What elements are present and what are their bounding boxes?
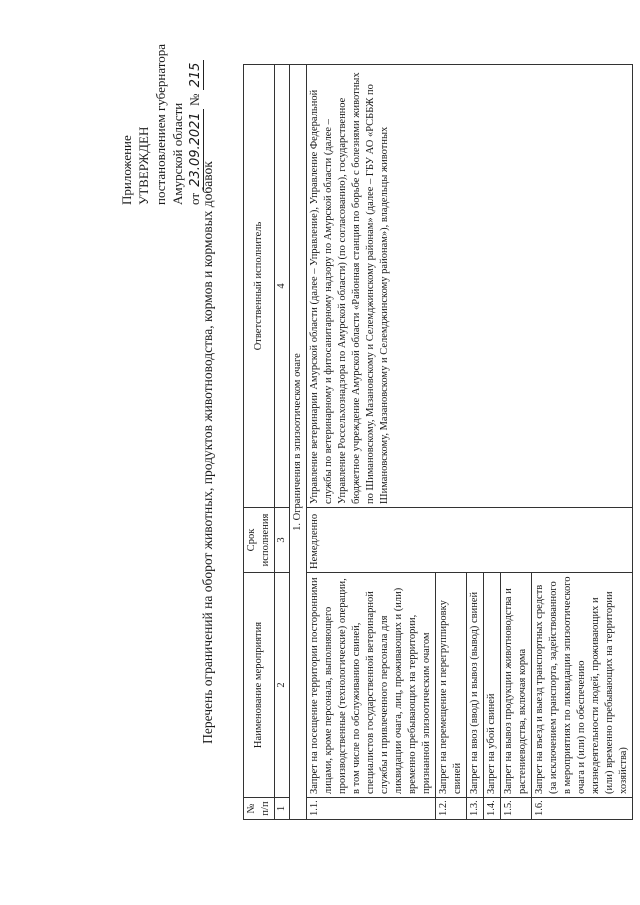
approval-stamp <box>118 44 204 205</box>
appendix-label: Приложение <box>119 135 134 205</box>
column-number-row <box>275 65 290 820</box>
region-label: Амурской области <box>170 102 185 205</box>
row-measure: Запрет на вывоз продукции животноводства и растениеводства, включая корма <box>501 573 532 798</box>
restrictions-table <box>243 64 633 820</box>
column-number: 3 <box>275 508 290 573</box>
section-title: 1. Ограничения в эпизоотическом очаге <box>290 65 307 820</box>
row-measure: Запрет на ввоз (ввод) и вывоз (вывод) свиней <box>467 573 484 798</box>
row-number: 1.6. <box>532 798 633 820</box>
date-prefix: от <box>187 192 202 205</box>
header-executor: Ответственный исполнитель <box>244 65 275 508</box>
row-measure: Запрет на перемещение и перегруппировку свиней <box>436 573 467 798</box>
row-number: 1.5. <box>501 798 532 820</box>
header-term: Срок исполнения <box>244 508 275 573</box>
row-measure: Запрет на посещение территории посторонними лицами, кроме персонала, выполняющего производственные (технологические) операции, в том числе по обслуживанию свиней, специалистов государственной ветеринарной службы и привлеченного персонала для ликвидации очага, лиц, проживающих и (или) временно пребывающих на территории, признанной эпизоотическим очагом <box>307 573 436 798</box>
column-number: 4 <box>275 65 290 508</box>
column-number: 1 <box>275 798 290 820</box>
column-number: 2 <box>275 573 290 798</box>
table-header-row <box>244 65 275 820</box>
table-row <box>307 65 436 820</box>
document-title: Перечень ограничений на оборот животных, продуктов животноводства, кормов и кормовых добавок <box>200 161 215 744</box>
row-number: 1.1. <box>307 798 436 820</box>
row-number: 1.4. <box>484 798 501 820</box>
row-measure: Запрет на убой свиней <box>484 573 501 798</box>
header-number: № п/п <box>244 798 275 820</box>
decree-number: 215 <box>188 60 204 91</box>
row-term: Немедленно <box>307 508 633 573</box>
row-executor: Управление ветеринарии Амурской области (далее – Управление), Управление Федеральной службы по ветеринарному и фитосанитарному надзору по Амурской области (далее – Управление Россельхознадзора по Амурской области) (по согласованию), государственное бюджетное учреждение Амурской области «Районная станция по борьбе с болезнями животных по Шимановскому, Мазановскому и Селемджинскому районам» (далее – ГБУ АО «РСББЖ по Шимановскому, Мазановскому и Селемджинскому районам»), владельцы животных <box>307 65 633 508</box>
decree-label: постановлением губернатора <box>153 43 168 205</box>
section-row <box>290 65 307 820</box>
approved-label: УТВЕРЖДЕН <box>136 126 151 205</box>
row-number: 1.2. <box>436 798 467 820</box>
row-measure: Запрет на въезд и выезд транспортных средств (за исключением транспорта, задействованного в мероприятиях по ликвидации эпизоотического очага и (или) по обеспечению жизнедеятельности людей, проживающих и (или) временно пребывающих на территории хозяйства) <box>532 573 633 798</box>
row-number: 1.3. <box>467 798 484 820</box>
decree-date: 23.09.2021 <box>188 109 204 189</box>
number-prefix: № <box>187 93 202 107</box>
header-measure: Наименование мероприятия <box>244 573 275 798</box>
